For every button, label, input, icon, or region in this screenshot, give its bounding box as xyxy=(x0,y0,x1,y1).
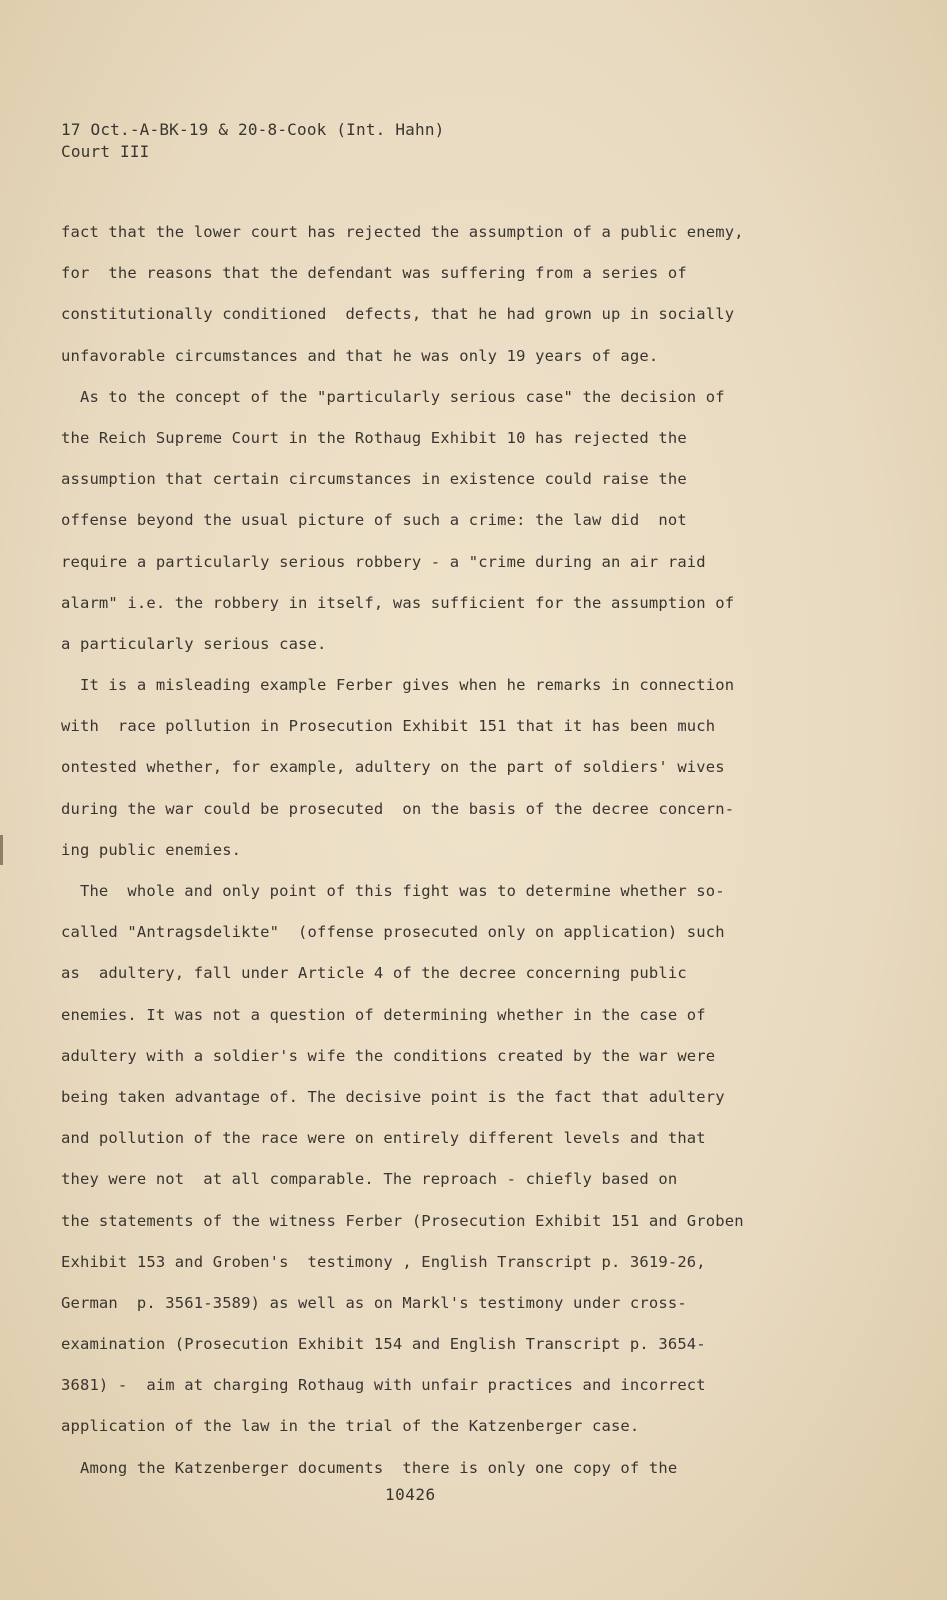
body-line: assumption that certain circumstances in existence could raise the xyxy=(61,470,687,489)
body-line: application of the law in the trial of the Katzenberger case. xyxy=(61,1417,640,1436)
body-line: and pollution of the race were on entirely different levels and that xyxy=(61,1129,706,1148)
body-line: alarm" i.e. the robbery in itself, was sufficient for the assumption of xyxy=(61,593,735,612)
body-line: being taken advantage of. The decisive point is the fact that adultery xyxy=(61,1087,725,1106)
body-line: It is a misleading example Ferber gives when he remarks in connection xyxy=(61,676,735,695)
body-line: German p. 3561-3589) as well as on Markl's testimony under cross- xyxy=(61,1293,687,1312)
body-line: examination (Prosecution Exhibit 154 and English Transcript p. 3654- xyxy=(61,1335,706,1354)
body-line: during the war could be prosecuted on the basis of the decree concern- xyxy=(61,799,735,818)
page-number: 10426 xyxy=(385,1485,436,1504)
header-session-line: 17 Oct.-A-BK-19 & 20-8-Cook (Int. Hahn) xyxy=(61,120,445,139)
body-line: enemies. It was not a question of determining whether in the case of xyxy=(61,1005,706,1024)
body-line: with race pollution in Prosecution Exhibit 151 that it has been much xyxy=(61,717,716,736)
body-line: Among the Katzenberger documents there is only one copy of the xyxy=(61,1458,678,1477)
body-line: ing public enemies. xyxy=(61,840,242,859)
body-line: called "Antragsdelikte" (offense prosecuted only on application) such xyxy=(61,923,725,942)
body-line: As to the concept of the "particularly serious case" the decision of xyxy=(61,387,725,406)
body-line: they were not at all comparable. The reproach - chiefly based on xyxy=(61,1170,678,1189)
body-line: Exhibit 153 and Groben's testimony , English Transcript p. 3619-26, xyxy=(61,1252,706,1271)
body-line: a particularly serious case. xyxy=(61,634,327,653)
header-court-line: Court III xyxy=(61,142,150,161)
body-line: require a particularly serious robbery - a "crime during an air raid xyxy=(61,552,706,571)
body-line: unfavorable circumstances and that he was only 19 years of age. xyxy=(61,346,659,365)
body-line: constitutionally conditioned defects, that he had grown up in socially xyxy=(61,305,735,324)
body-line: The whole and only point of this fight was to determine whether so- xyxy=(61,882,725,900)
body-line: ontested whether, for example, adultery on the part of soldiers' wives xyxy=(61,758,725,777)
body-line: fact that the lower court has rejected the assumption of a public enemy, xyxy=(61,223,744,241)
body-line: offense beyond the usual picture of such a crime: the law did not xyxy=(61,511,687,530)
body-line: 3681) - aim at charging Rothaug with unfair practices and incorrect xyxy=(61,1376,706,1395)
body-line: adultery with a soldier's wife the conditions created by the war were xyxy=(61,1046,716,1065)
body-line: for the reasons that the defendant was suffering from a series of xyxy=(61,264,687,283)
body-line: as adultery, fall under Article 4 of the decree concerning public xyxy=(61,964,687,983)
document-header xyxy=(61,119,444,163)
body-line: the statements of the witness Ferber (Prosecution Exhibit 151 and Groben xyxy=(61,1211,744,1230)
body-text xyxy=(61,221,821,1498)
body-line: the Reich Supreme Court in the Rothaug Exhibit 10 has rejected the xyxy=(61,428,687,447)
binding-edge-mark xyxy=(0,835,3,865)
